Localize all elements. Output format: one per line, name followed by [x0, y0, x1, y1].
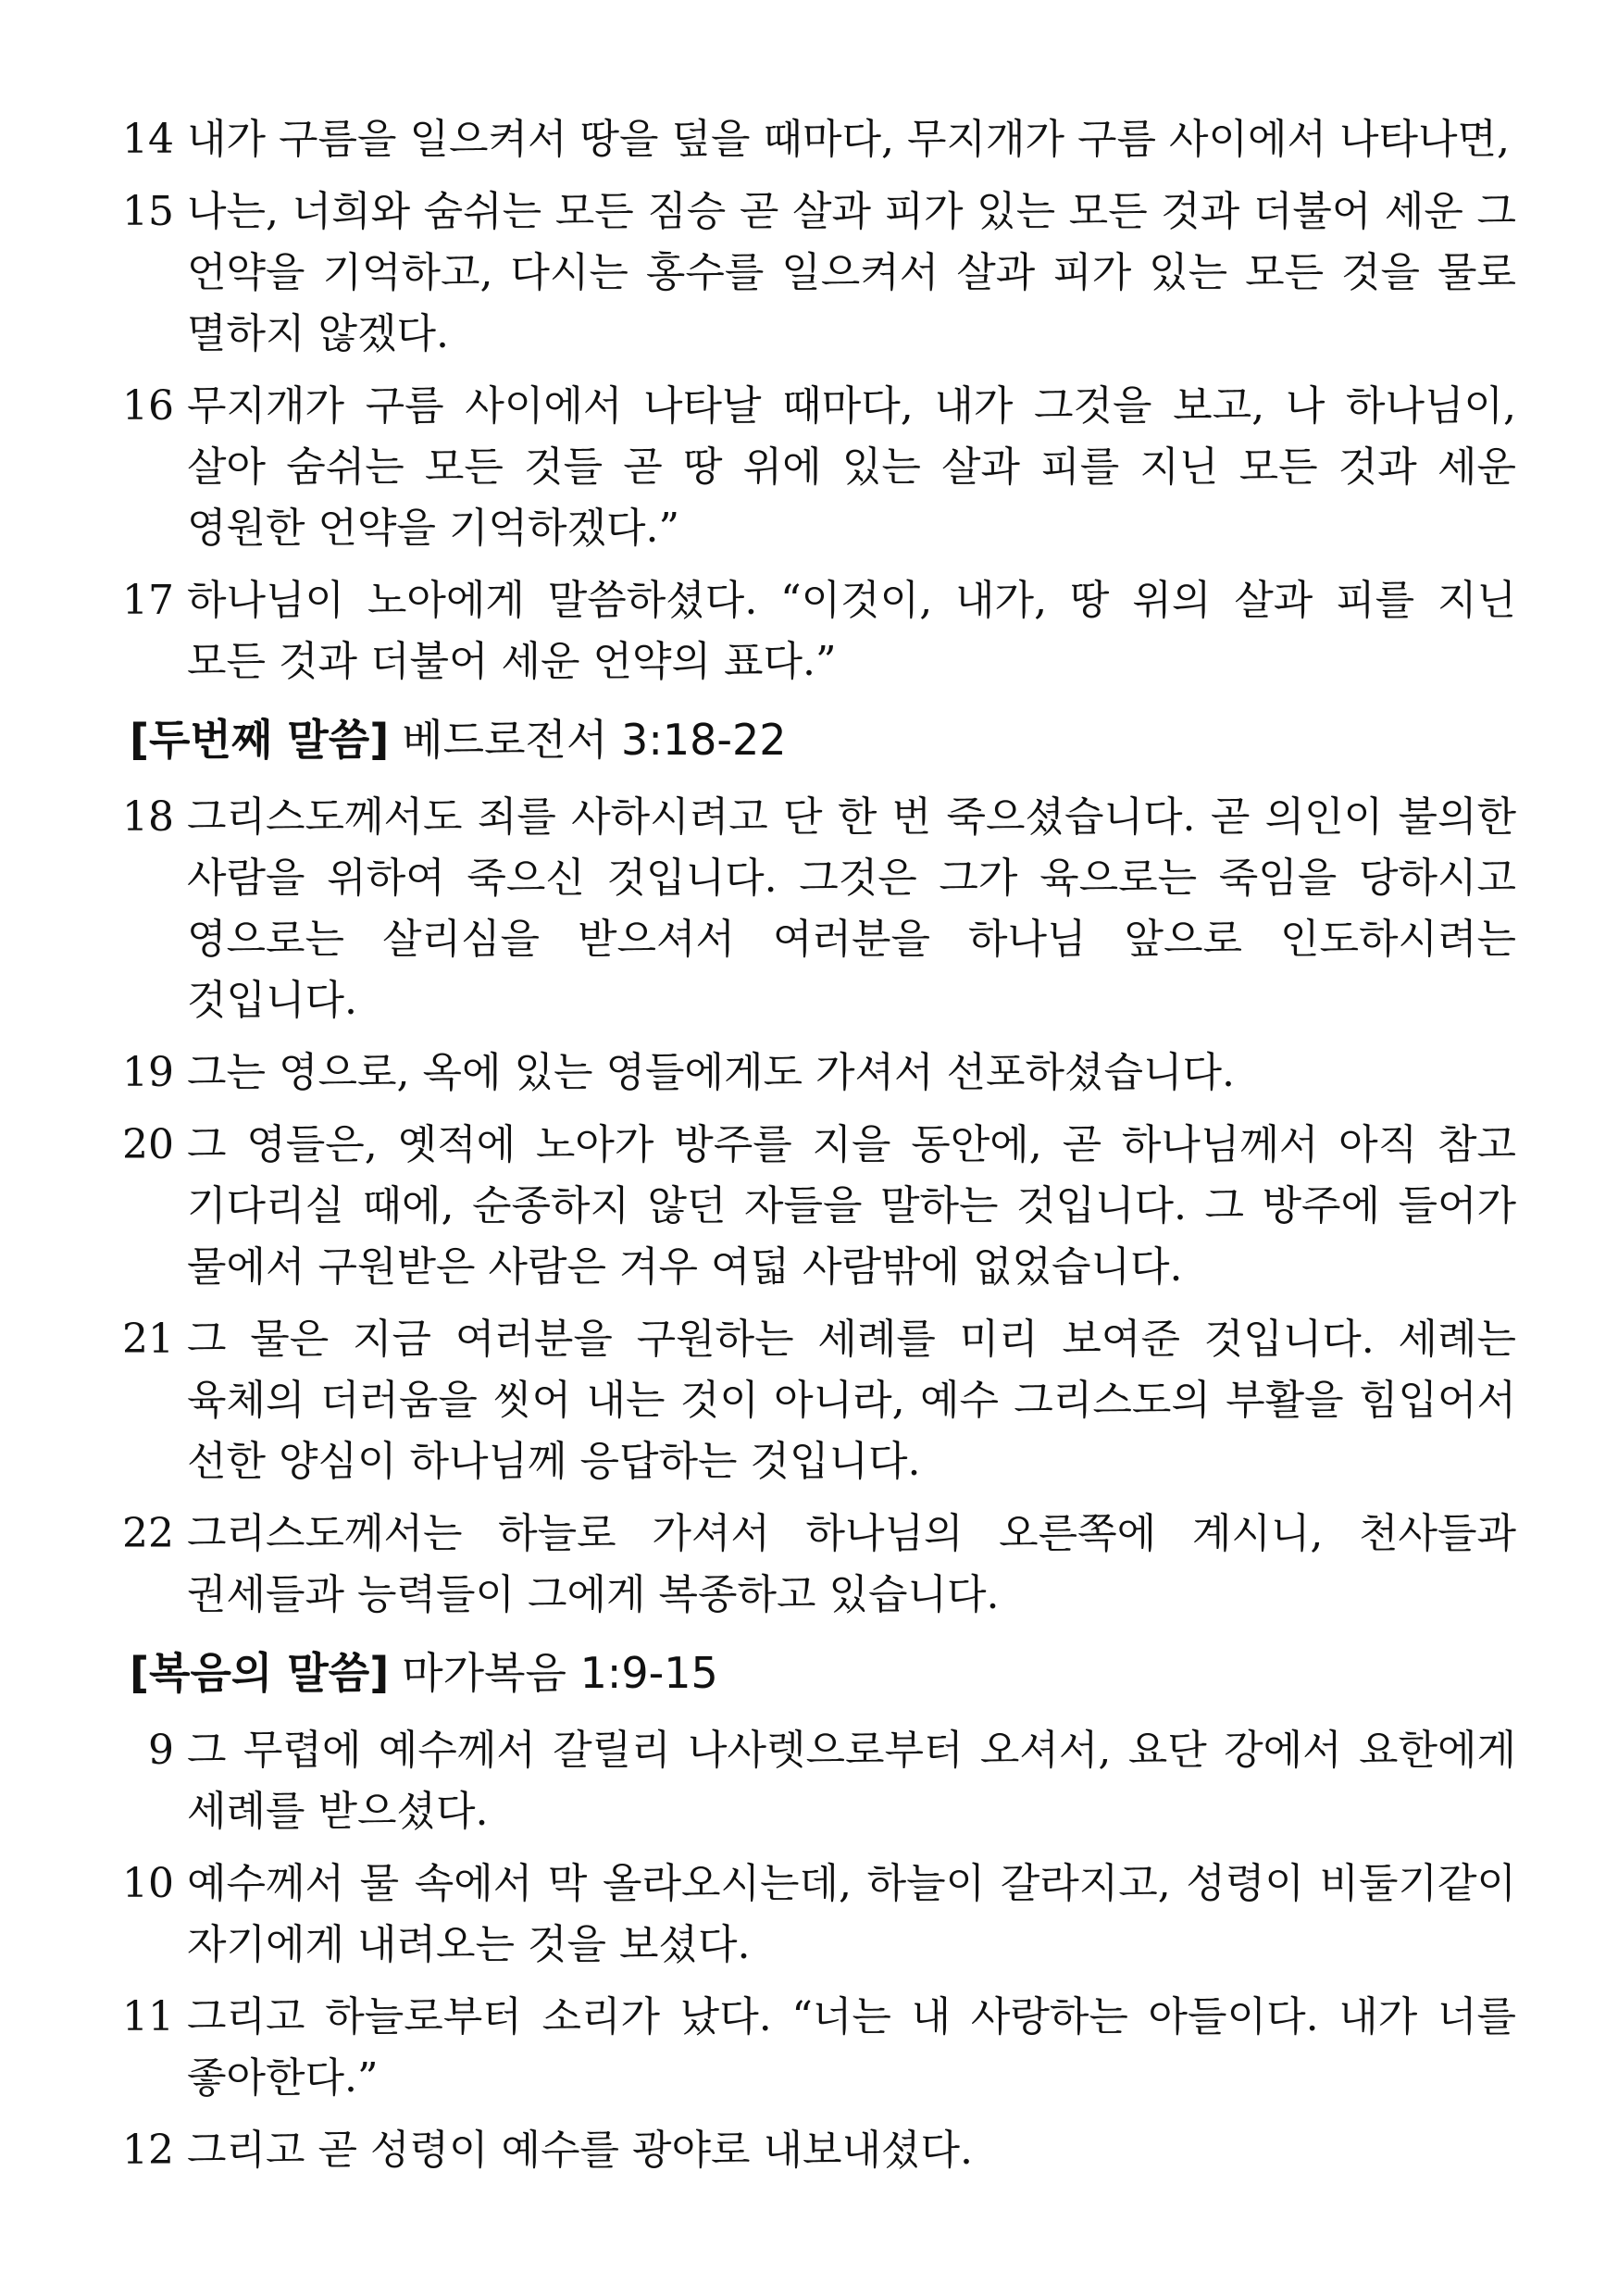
- verse-number: 16: [122, 382, 174, 430]
- verse-text: 그리고 하늘로부터 소리가 났다. “너는 내 사랑하는 아들이다. 내가 너를 좋아한다.”: [187, 1993, 1516, 2102]
- verse-text: 그 무렵에 예수께서 갈릴리 나사렛으로부터 오셔서, 요단 강에서 요한에게 세례를 받으셨다.: [187, 1727, 1516, 1835]
- verse-number: 19: [122, 1049, 174, 1096]
- verse-number: 14: [122, 116, 174, 163]
- document-page: [117, 109, 1516, 2192]
- scripture-reference: 베드로전서 3:18-22: [402, 715, 787, 765]
- verse-number: 9: [148, 1727, 174, 1774]
- verse-number: 22: [122, 1510, 174, 1557]
- verse-text: 그리스도께서도 죄를 사하시려고 단 한 번 죽으셨습니다. 곧 의인이 불의한 사람을 위하여 죽으신 것입니다. 그것은 그가 육으로는 죽임을 당하시고 영으로는 살리심을 받으셔서 여러분을 하나님 앞으로 인도하시려는 것입니다.: [187, 793, 1516, 1024]
- reading-heading: [130, 711, 1516, 768]
- verse-text: 무지개가 구름 사이에서 나타날 때마다, 내가 그것을 보고, 나 하나님이, 살아 숨쉬는 모든 것들 곧 땅 위에 있는 살과 피를 지닌 모든 것과 세운 영원한 언약을 기억하겠다.”: [187, 382, 1516, 552]
- verse: [117, 376, 1516, 559]
- verse-number: 21: [122, 1316, 174, 1363]
- verse: [117, 1987, 1516, 2109]
- verse-text: 내가 구름을 일으켜서 땅을 덮을 때마다, 무지개가 구름 사이에서 나타나면,: [187, 116, 1510, 163]
- scripture-reference: 마가복음 1:9-15: [402, 1648, 718, 1698]
- verse-number: 11: [122, 1993, 174, 2040]
- reading-label: [두번째 말씀]: [130, 715, 390, 765]
- verse: [117, 1115, 1516, 1298]
- reading-label: [복음의 말씀]: [130, 1648, 390, 1698]
- verse-number: 17: [122, 577, 174, 624]
- verse-number: 18: [122, 793, 174, 841]
- verse-text: 그 물은 지금 여러분을 구원하는 세례를 미리 보여준 것입니다. 세례는 육체의 더러움을 씻어 내는 것이 아니라, 예수 그리스도의 부활을 힘입어서 선한 양심이 하나님께 응답하는 것입니다.: [187, 1316, 1516, 1485]
- verse-number: 20: [122, 1121, 174, 1168]
- verse: [117, 1042, 1516, 1104]
- verse-text: 그리스도께서는 하늘로 가셔서 하나님의 오른쪽에 계시니, 천사들과 권세들과 능력들이 그에게 복종하고 있습니다.: [187, 1510, 1516, 1618]
- verse-text: 그는 영으로, 옥에 있는 영들에게도 가셔서 선포하셨습니다.: [187, 1049, 1235, 1096]
- reading-heading: [130, 1644, 1516, 1702]
- verse-number: 15: [122, 188, 174, 235]
- verse-number: 10: [122, 1860, 174, 1907]
- verse: [117, 1853, 1516, 1976]
- verse: [117, 2120, 1516, 2181]
- verse: [117, 109, 1516, 170]
- verse-text: 나는, 너희와 숨쉬는 모든 짐승 곧 살과 피가 있는 모든 것과 더불어 세운 그 언약을 기억하고, 다시는 홍수를 일으켜서 살과 피가 있는 모든 것을 물로 멸하지 않겠다.: [187, 188, 1516, 357]
- verse-number: 12: [122, 2127, 174, 2174]
- verse-text: 그 영들은, 옛적에 노아가 방주를 지을 동안에, 곧 하나님께서 아직 참고 기다리실 때에, 순종하지 않던 자들을 말하는 것입니다. 그 방주에 들어가 물에서 구원받은 사람은 겨우 여덟 사람밖에 없었습니다.: [187, 1121, 1516, 1291]
- verse-text: 예수께서 물 속에서 막 올라오시는데, 하늘이 갈라지고, 성령이 비둘기같이 자기에게 내려오는 것을 보셨다.: [187, 1860, 1516, 1968]
- verse-text: 하나님이 노아에게 말씀하셨다. “이것이, 내가, 땅 위의 살과 피를 지닌 모든 것과 더불어 세운 언약의 표다.”: [187, 577, 1516, 685]
- verse: [117, 1720, 1516, 1842]
- verse: [117, 787, 1516, 1031]
- verse: [117, 570, 1516, 693]
- verse: [117, 1504, 1516, 1626]
- verse-text: 그리고 곧 성령이 예수를 광야로 내보내셨다.: [187, 2127, 973, 2174]
- verse: [117, 181, 1516, 365]
- verse: [117, 1309, 1516, 1492]
